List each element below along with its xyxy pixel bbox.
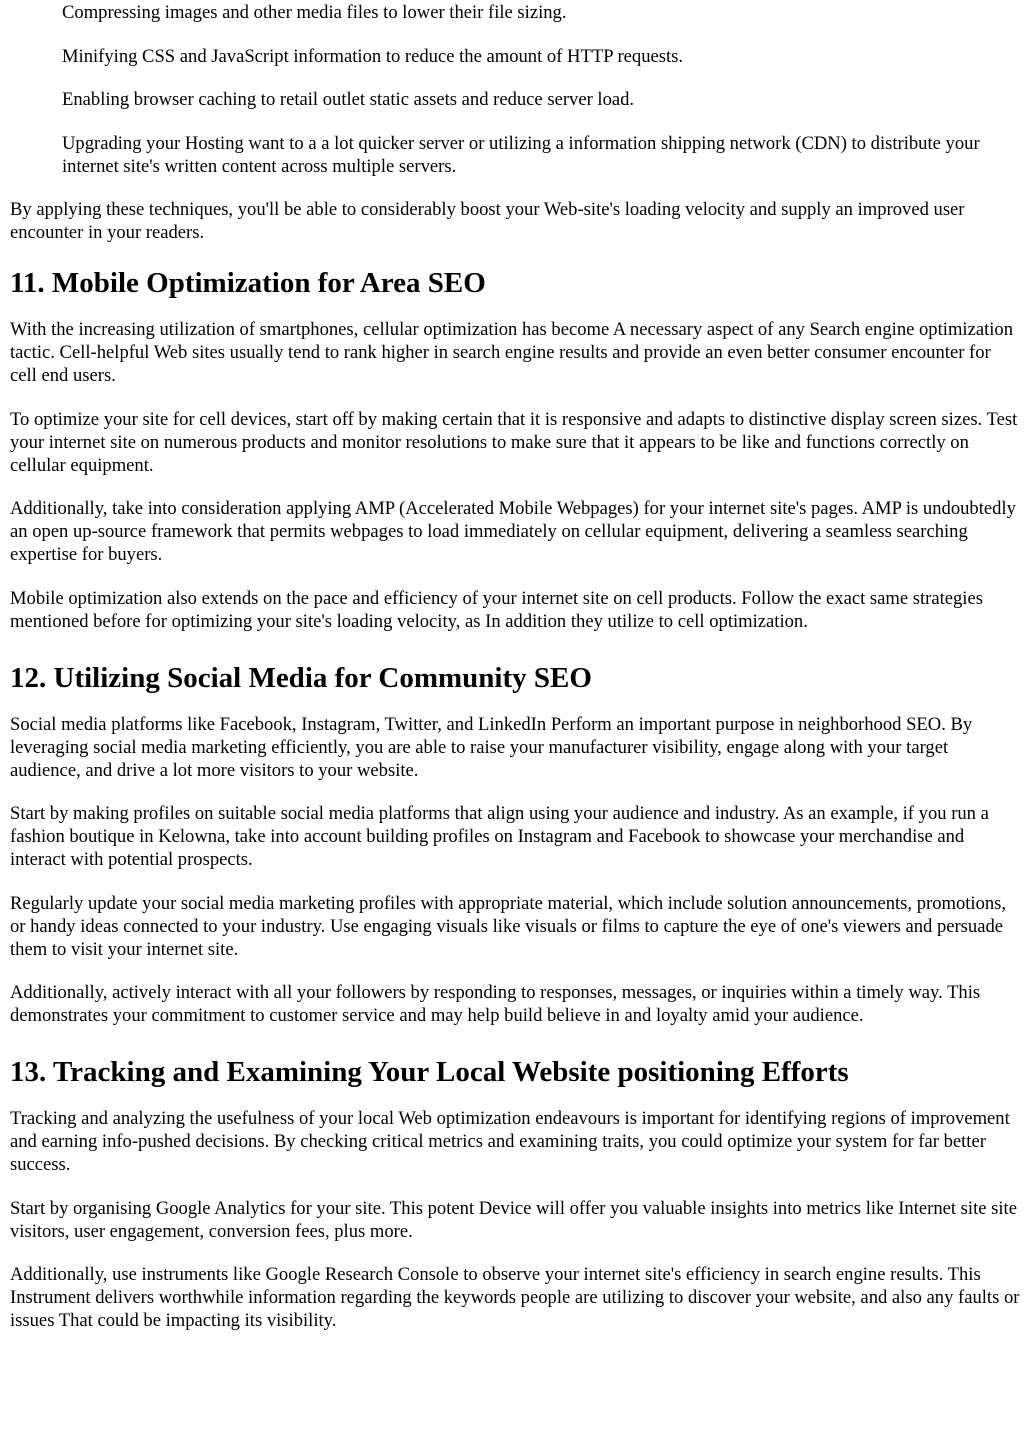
paragraph: With the increasing utilization of smartphones, cellular optimization has become A necessary aspect of any Search engine optimization tactic. Cell-helpful Web sites usually tend to rank higher in search engine results and provide an even better consumer encounter for cell end users. (10, 319, 1013, 386)
section-tracking (10, 1055, 1020, 1332)
paragraph: Tracking and analyzing the usefulness of your local Web optimization endeavours is important for identifying regions of improvement and earning info-pushed decisions. By checking critical metrics and examining traits, you could optimize your system for far better success. (10, 1108, 1010, 1175)
paragraph: Start by organising Google Analytics for your site. This potent Device will offer you valuable insights into metrics like Internet site site visitors, user engagement, conversion fees, plus more. (10, 1197, 1017, 1242)
section-heading: 12. Utilizing Social Media for Community SEO (10, 661, 592, 694)
list-item: Compressing images and other media files to lower their file sizing. (62, 2, 567, 23)
paragraph: Additionally, use instruments like Google Research Console to observe your internet site's efficiency in search engine results. This Instrument delivers worthwhile information regarding the keywords people are utilizing to discover your website, and also any faults or issues That could be impacting its visibility. (10, 1264, 1020, 1331)
list-item: Enabling browser caching to retail outlet static assets and reduce server load. (62, 89, 635, 110)
paragraph: Additionally, actively interact with all your followers by responding to responses, messages, or inquiries within a timely way. This demonstrates your commitment to customer service and may help build believe in and loyalty amid your audience. (10, 982, 981, 1026)
speed-techniques-list (10, 0, 1020, 178)
intro-paragraph: By applying these techniques, you'll be able to considerably boost your Web-site's loading velocity and supply an improved user encounter in your readers. (10, 199, 965, 243)
paragraph: Regularly update your social media marketing profiles with appropriate material, which include solution announcements, promotions, or handy ideas connected to your industry. Use engaging visuals like visuals or films to capture the eye of one's viewers and persuade them to visit your internet site. (10, 892, 1007, 960)
paragraph: Social media platforms like Facebook, Instagram, Twitter, and LinkedIn Perform an important purpose in neighborhood SEO. By leveraging social media marketing efficiently, you are able to raise your manufacturer visibility, engage along with your target audience, and drive a lot more visitors to your website. (10, 713, 973, 781)
section-social-media (10, 661, 1020, 1028)
section-heading: 13. Tracking and Examining Your Local Website positioning Efforts (10, 1056, 849, 1088)
paragraph: Mobile optimization also extends on the pace and efficiency of your internet site on cell products. Follow the exact same strategies mentioned before for optimizing your site's loading velocity, as In addition they utilize to cell optimization. (10, 587, 983, 632)
list-item: Upgrading your Hosting want to a a lot quicker server or utilizing a information shipping network (CDN) to distribute your internet site's written content across multiple servers. (62, 132, 980, 177)
paragraph: To optimize your site for cell devices, start off by making certain that it is responsive and adapts to distinctive display screen sizes. Test your internet site on numerous products and monitor resolutions to make sure that it appears to be like and functions correctly on cellular equipment. (10, 408, 1018, 476)
section-heading: 11. Mobile Optimization for Area SEO (10, 267, 486, 299)
section-mobile-optimization (10, 266, 1020, 633)
list-item: Minifying CSS and JavaScript information to reduce the amount of HTTP requests. (62, 45, 684, 67)
paragraph: Start by making profiles on suitable social media platforms that align using your audience and industry. As an example, if you run a fashion boutique in Kelowna, take into account building profiles on Instagram and Facebook to showcase your merchandise and interact with potential prospects. (10, 803, 989, 870)
paragraph: Additionally, take into consideration applying AMP (Accelerated Mobile Webpages) for your internet site's pages. AMP is undoubtedly an open up-source framework that permits webpages to load immediately on cellular equipment, delivering a seamless searching expertise for buyers. (10, 498, 1016, 565)
